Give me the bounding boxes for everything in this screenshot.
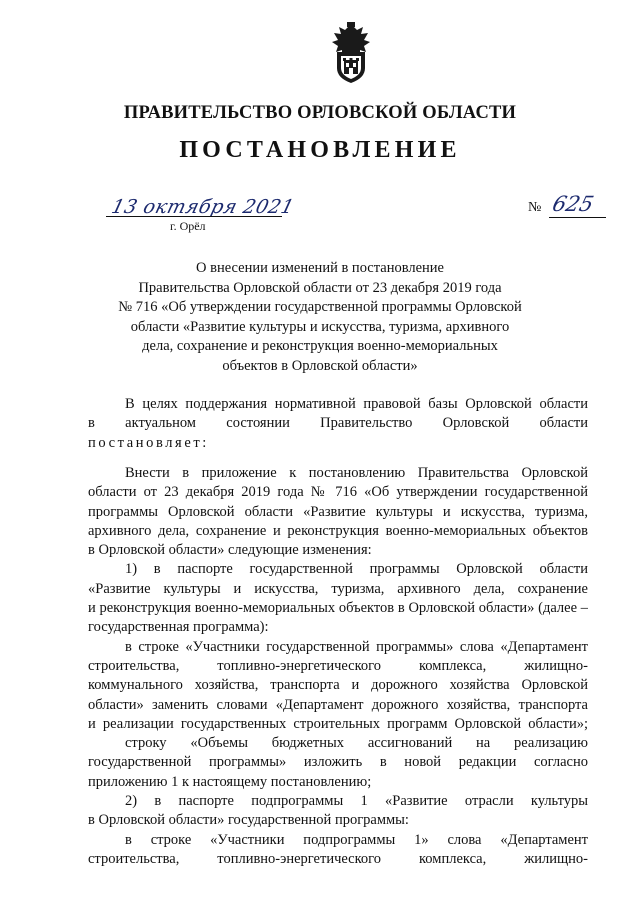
number-underline xyxy=(549,217,606,218)
body-line: в Орловской области» государственной программы: xyxy=(88,812,409,829)
body-line: государственная программа): xyxy=(88,619,269,636)
document-subject xyxy=(100,259,540,376)
body-line: коммунального хозяйства, транспорта и дорожного хозяйства Орловской xyxy=(88,677,588,694)
preamble-paragraph xyxy=(88,395,588,453)
body-line: и реконструкция военно-мемориальных объектов в Орловской области» (далее – xyxy=(88,600,588,617)
body-line: строку «Объемы бюджетных ассигнований на реализацию xyxy=(125,735,588,752)
subject-line: О внесении изменений в постановление xyxy=(196,260,444,276)
body-line: строительства, топливно-энергетического комплекса, жилищно- xyxy=(88,657,588,674)
body-line: 2) в паспорте подпрограммы 1 «Развитие отрасли культуры xyxy=(125,793,588,810)
document-type-title: ПОСТАНОВЛЕНИЕ xyxy=(179,137,461,163)
body-line: архивного дела, сохранение и реконструкция военно-мемориальных объектов xyxy=(88,522,588,539)
subject-line: области «Развитие культуры и искусства, туризма, архивного xyxy=(130,318,510,335)
body-line: программы Орловской области «Развитие культуры и искусства, туризма, xyxy=(88,503,588,520)
subject-line: № 716 «Об утверждении государственной программы Орловской xyxy=(118,299,522,315)
body-line: в строке «Участники государственной программы» слова «Департамент xyxy=(125,638,588,655)
body-line: «Развитие культуры и искусства, туризма, архивного дела, сохранение xyxy=(88,580,588,597)
body-line: области от 23 декабря 2019 года № 716 «Об утверждении государственной xyxy=(88,484,588,501)
body-line: 1) в паспорте государственной программы Орловской области xyxy=(125,561,588,578)
government-title: ПРАВИТЕЛЬСТВО ОРЛОВСКОЙ ОБЛАСТИ xyxy=(123,103,517,123)
date-underline xyxy=(106,216,282,217)
body-line: в строке «Участники подпрограммы 1» слова «Департамент xyxy=(125,831,588,848)
preamble-line: В целях поддержания нормативной правовой базы Орловской области xyxy=(125,396,588,412)
preamble-line: постановляет: xyxy=(88,434,209,451)
body-line: в Орловской области» следующие изменения: xyxy=(88,542,372,559)
city-label: г. Орёл xyxy=(170,219,206,233)
body-line: строительства, топливно-энергетического комплекса, жилищно- xyxy=(88,850,588,867)
subject-line: Правительства Орловской области от 23 декабря 2019 года xyxy=(138,279,502,296)
body-line: Внести в приложение к постановлению Правительства Орловской xyxy=(125,465,588,481)
handwritten-number: 625 xyxy=(550,192,597,216)
number-sign: № xyxy=(528,200,542,215)
preamble-line: в актуальном состоянии Правительство Орловской области xyxy=(88,415,588,432)
handwritten-date: 13 октября 2021 xyxy=(109,196,297,218)
subject-line: дела, сохранение и реконструкция военно-мемориальных xyxy=(142,338,498,354)
subject-line: объектов в Орловской области» xyxy=(222,357,418,374)
body-line: области» заменить словами «Департамент дорожного хозяйства, транспорта xyxy=(88,696,588,713)
body-line: приложению 1 к настоящему постановлению; xyxy=(88,773,372,790)
coat-of-arms-emblem xyxy=(328,22,374,84)
main-text xyxy=(88,464,588,869)
body-line: и реализации государственных строительных программ Орловской области»; xyxy=(88,715,588,732)
body-line: государственной программы» изложить в новой редакции согласно xyxy=(88,754,588,771)
